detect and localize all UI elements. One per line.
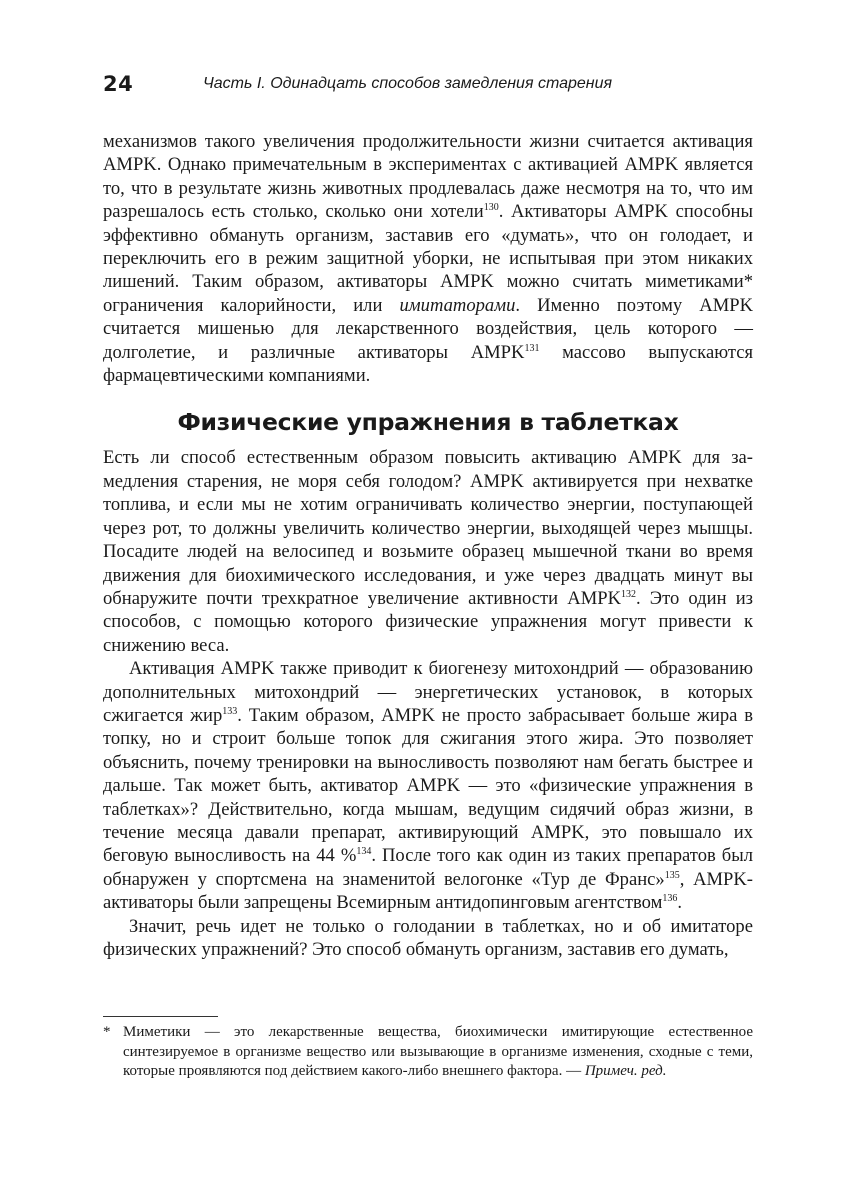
text-run: . После того как один из таких препаратов был обнаружен у спортсмена на знаменитой велогонке «Тур де Франс»	[103, 845, 754, 890]
text-run: . Таким образом, AMPK не просто забрасывает больше жира в топку, но и строит больше топок для сжигания этого жира. Это позволяет объяснить, почему тренировки на выносливость позволяют нам бегать быстрее и дальше. Так может быть, активатор AMPK — это «физические упражнения в таблетках»? Действительно, когда мышам, ведущим сидячий образ жизни, в течение месяца давали препарат, активирующий AMPK, это повышало их беговую выносливость на 44 %	[103, 704, 753, 867]
text-run: Активация AMPK также приводит к биогенезу митохондрий — образованию дополнительных митохондрий — энергетических установок, в которых сжигается жир	[103, 658, 753, 726]
emphasis: имитаторами	[399, 294, 516, 316]
running-title: Часть I. Одинадцать способов замедления старения	[203, 75, 613, 92]
footnote-mark: *	[103, 1024, 111, 1040]
text-run: . Именно поэтому AMPK считается мишенью для лекарственного воздействия, цель которого — долголетие, и различные активаторы AMPK	[103, 294, 753, 363]
page-header	[103, 72, 753, 102]
footnote-ref: 133	[222, 705, 238, 717]
footnote-text: Миметики — это лекарственные вещества, биохимически имитирующие естественное синтезируемое в организме вещество или вызывающие в организме изменения, сходные с теми, которые проявляются под действием какого-либо внешнего фактора. —	[123, 1024, 753, 1080]
footnote-divider	[103, 1016, 218, 1017]
footnote-ref: 131	[524, 342, 540, 354]
text-run: Значит, речь идет не только о голодании в таблетках, но и об имитаторе физических упражнений? Это способ обмануть организм, заставив его думать,	[103, 915, 753, 960]
paragraph-2	[103, 446, 753, 657]
paragraph-3	[103, 657, 753, 914]
text-run: , AMPK-активаторы были запрещены Всемирным антидопинговым агентством	[103, 868, 754, 914]
footnote	[103, 1023, 753, 1082]
text-run: . Активаторы AMPK способны эффективно обмануть организм, заставив его «думать», что он голодает, и переключить его в режим защитной уборки, не испытывая при этом никаких лишений. Таким образом, активаторы AMPK можно считать миметиками* ограничения калорийности, или	[103, 201, 753, 316]
text-run: .	[677, 892, 683, 914]
text-run: массово выпускаются фармацевтическими компаниями.	[103, 341, 753, 387]
section-heading: Физические упражнения в таблетках	[177, 408, 679, 437]
page-number: 24	[103, 72, 134, 96]
paragraph-4	[103, 915, 753, 962]
footnote-ref: 130	[483, 202, 499, 214]
body-text	[103, 130, 753, 961]
text-run: Есть ли способ естественным образом повысить активацию AMPK для замедления старения, не моря себя голодом? AMPK активируется при нехватке топлива, и если мы не хотим ограничивать количество энергии, поступающей через рот, то должны увеличить количество энергии, выходящей через мышцы. Посадите людей на велосипед и возьмите образец мышечной ткани во время движения для биохимического исследования, и уже через двадцать минут вы обнаружите почти трехкратное увеличение активности AMPK	[103, 447, 753, 609]
footnote-ref: 135	[664, 869, 680, 881]
editor-note: Примеч. ред.	[584, 1063, 667, 1080]
footnote-ref: 134	[356, 846, 372, 858]
footnote-ref: 136	[662, 893, 678, 904]
text-run: . Это один из способов, с помощью которого физические упражнения могут привести к снижению веса.	[103, 587, 753, 656]
paragraph-1	[103, 130, 753, 387]
text-run: механизмов такого увеличения продолжительности жизни считается активация AMPK. Однако примечательным в экспериментах с активацией AMPK является то, что в результате жизнь животных продлевалась даже несмотря на то, что им разрешалось есть столько, сколько они хотели	[103, 131, 753, 223]
footnote-ref: 132	[621, 588, 636, 600]
